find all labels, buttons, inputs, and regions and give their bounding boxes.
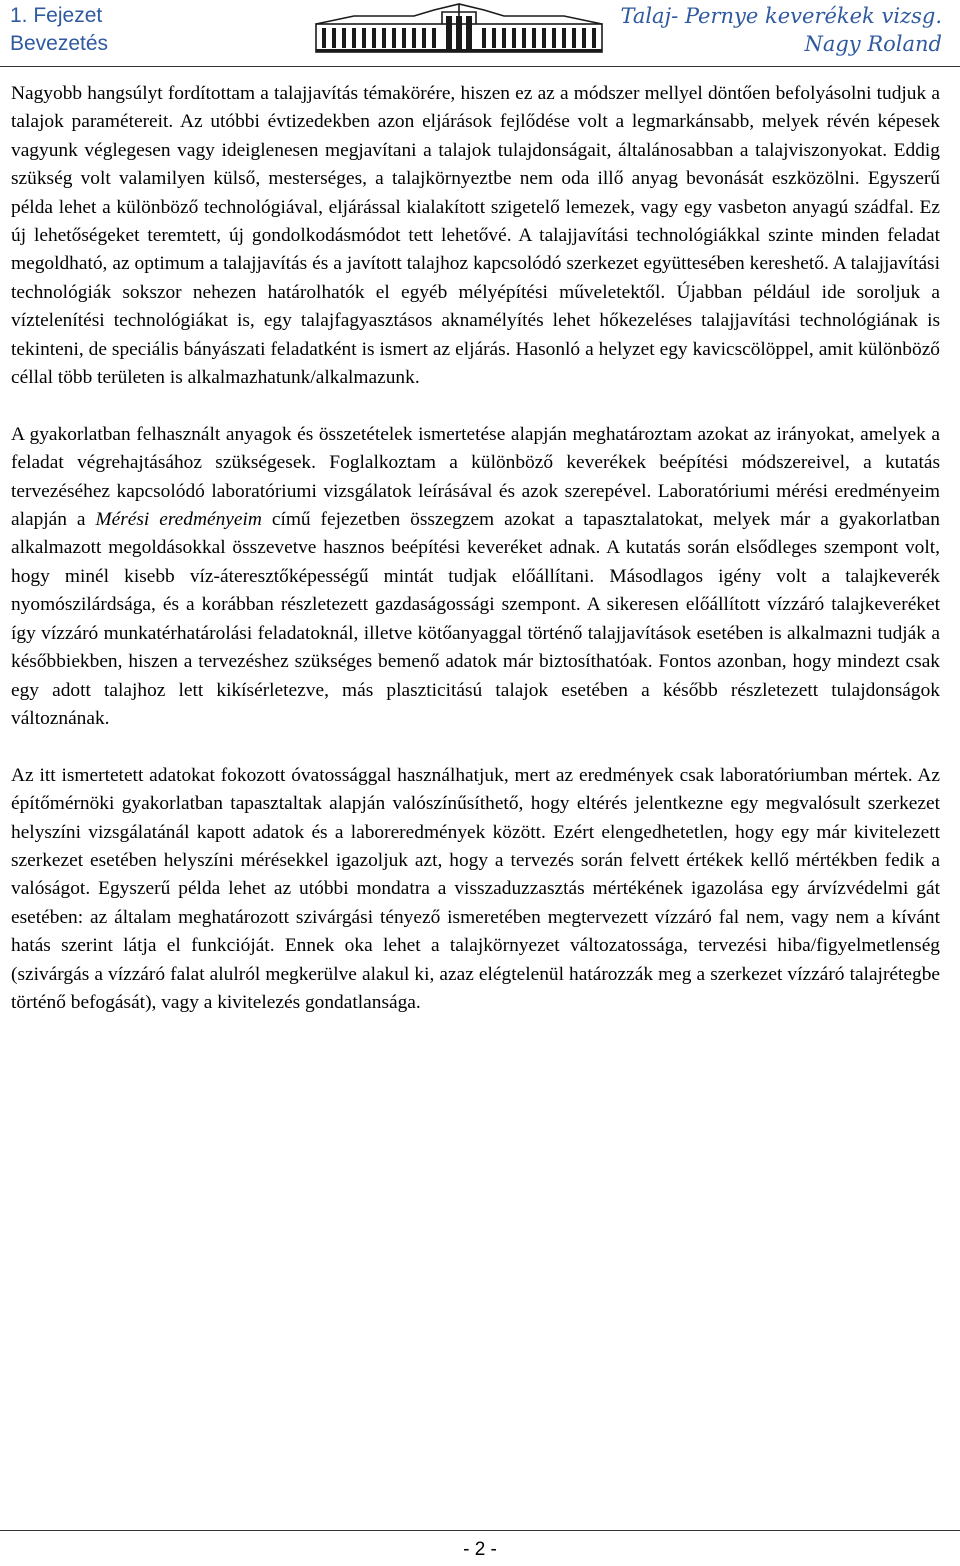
chapter-info (10, 2, 108, 58)
page-header (0, 0, 960, 66)
chapter-reference: Mérési eredményeim (95, 509, 262, 531)
paragraph-materials (11, 421, 940, 733)
header-divider (0, 66, 960, 67)
chapter-number: 1. Fejezet (10, 4, 103, 27)
chapter-title: Bevezetés (10, 32, 109, 55)
author-name: Nagy Roland (804, 32, 942, 56)
footer-divider (0, 1530, 960, 1531)
body-text (11, 80, 940, 1046)
paragraph-materials-part2: című fejezetben összegzem azokat a tapasztalatokat, melyek már a gyakorlatban alkalmazott megoldásokkal összevetve hasznos beépítési keveréket adnak. A kutatás során elsődleges szempont volt, hogy minél kisebb víz-áteresztőképességű mintát tudjak előállítani. Másodlagos igény volt a talajkeverék nyomószilárdsága, és a korábban részletezett gazdaságossági szempont. A sikeresen előállított vízzáró talajkeveréket így vízzáró munkatérhatárolási feladatoknál, illetve kötőanyaggal történő talajjavítások esetében is alkalmazni tudják a későbbiekben, hiszen a tervezéshez szükséges bemenő adatok már biztosíthatóak. Fontos azonban, hogy mindezt csak egy adott talajhoz lett kikísérletezve, más plaszticitású talajok esetében a később részletezett tulajdonságok változnának. (11, 509, 940, 729)
page-number: - 2 - (463, 1539, 497, 1560)
paragraph-materials-part1: A gyakorlatban felhasznált anyagok és összetételek ismertetése alapján meghatároztam azokat az irányokat, amelyek a feladat végrehajtásához szükségesek. Foglalkoztam a különböző keverékek beépítési módszereivel, a kutatás tervezéséhez kapcsolódó laboratóriumi vizsgálatok leírásával és azok szerepével. Laboratóriumi mérési eredményeim alapján a (11, 423, 940, 531)
document-info (620, 2, 942, 58)
document-title: Talaj- Pernye keverékek vizsg. (620, 4, 942, 28)
paragraph-soil-improvement: Nagyobb hangsúlyt fordítottam a talajjavítás témakörére, hiszen ez az a módszer mellyel döntően befolyásolni tudjuk a talajok paramétereit. Az utóbbi évtizedekben azon eljárások fejlődése volt a legmarkánsabb, melyek révén képesek vagyunk véglegesen vagy ideiglenesen megjavítani a talajok tulajdonságait, általánosabban a talajviszonyokat. Eddig szükség volt valamilyen külső, mesterséges, a talajkörnyeztbe nem oda illő anyag bevonását eszközölni. Egyszerű példa lehet a különböző technológiával, eljárással kialakított szigetelő lemezek, vagy egy vasbeton anyagú szádfal. Ez új lehetőségeket teremtett, új gondolkodásmódot tett lehetővé. A talajjavítási technológiákkal szinte minden feladat megoldható, az optimum a talajjavítás és a javított talajhoz kapcsolódó szerkezet együttesében kereshető. A talajjavítási technológiák sokszor nehezen határolhatók el egyéb mélyépítési műveletektől. Újabban például ide soroljuk a víztelenítési technológiákat is, egy talajfagyasztásos aknamélyítés lehet hőkezeléses talajjavítási technológiának is tekinteni, de speciális bányászati feladatként is ismert az eljárás. Hasonló a helyzet egy kavicscölöppel, amit különböző céllal több területen is alkalmazhatunk/alkalmazunk. (11, 83, 940, 389)
university-building-logo-icon (314, 2, 604, 54)
paragraph-caution: Az itt ismertetett adatokat fokozott óvatossággal használhatjuk, mert az eredmények csak laboratóriumban mértek. Az építőmérnöki gyakorlatban tapasztaltak alapján valószínűsíthető, hogy eltérés jelentkezne egy megvalósult szerkezet helyszíni vizsgálatánál kapott adatok és a laboreredmények között. Ezért elengedhetetlen, hogy egy már kivitelezett szerkezet esetében helyszíni mérésekkel igazoljuk azt, hogy a tervezés során felvett értékek kellő mértékben fedik a valóságot. Egyszerű példa lehet az utóbbi mondatra a visszaduzzasztás mértékének igazolása egy árvízvédelmi gát esetében: az általam meghatározott szivárgási tényező ismeretében megtervezett vízzáró fal nem, vagy nem a kívánt hatás szerint látja el funkcióját. Ennek oka lehet a talajkörnyezet változatossága, tervezési hiba/figyelmetlenség (szivárgás a vízzáró falat alulról megkerülve alakul ki, azaz elégtelenül határozzák meg a szerkezet vízzáró talajrétegbe történő befogását), vagy a kivitelezés gondatlansága. (11, 764, 940, 1013)
